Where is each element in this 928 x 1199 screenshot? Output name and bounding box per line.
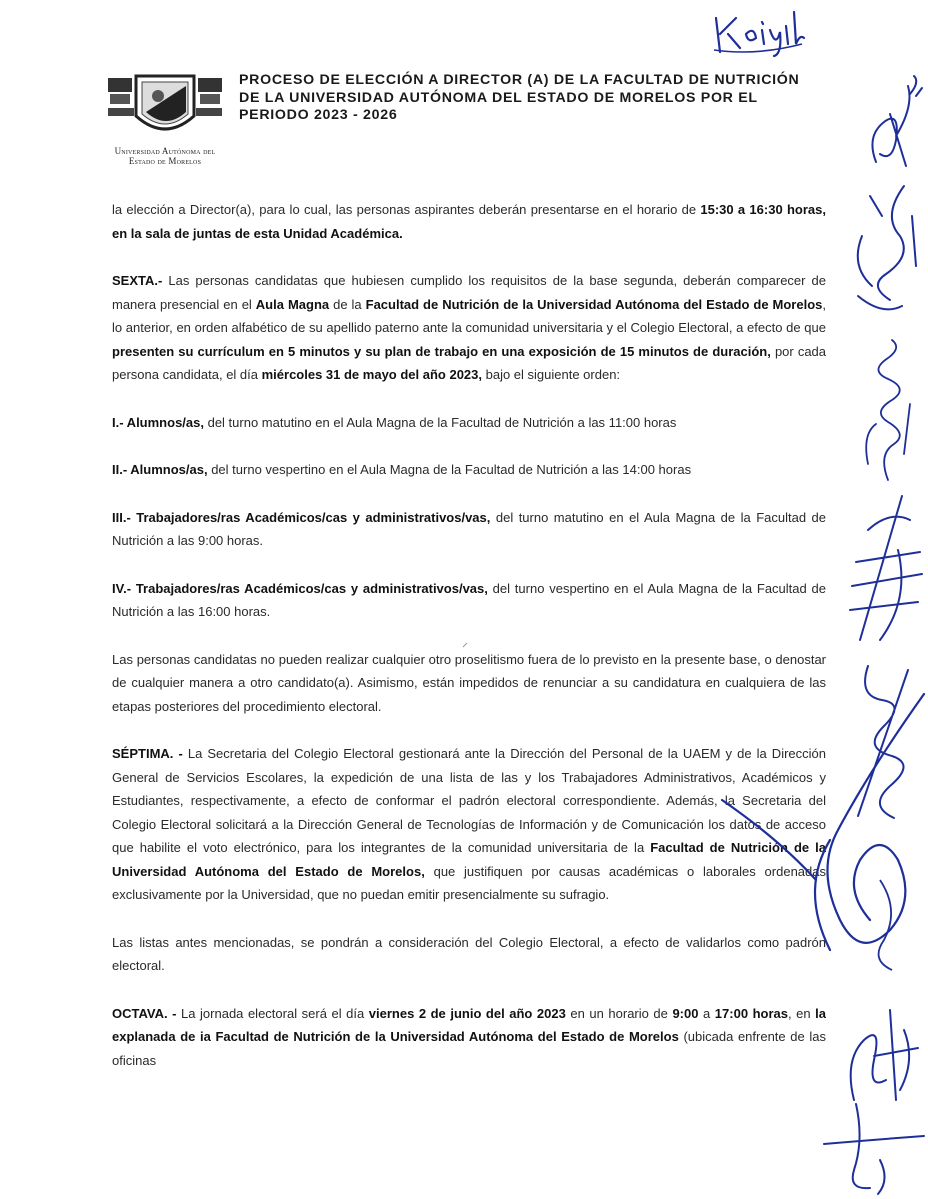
- item-text: del turno vespertino en el Aula Magna de la Facultad de Nutrición a las 16:00 horas.: [112, 580, 826, 619]
- octava-heading: OCTAVA. -: [112, 1005, 177, 1021]
- list-item: [112, 506, 826, 553]
- octava-text-5: (ubicada enfrente de las oficinas: [112, 1029, 826, 1068]
- sexta-text-4: por cada persona candidata, el día: [112, 343, 827, 382]
- intro-bold: 15:30 a 16:30 horas, en la sala de juntas de esta Unidad Académica.: [112, 202, 826, 241]
- document-body: [112, 198, 826, 1072]
- item-label: I.- Alumnos/as,: [112, 414, 204, 430]
- intro-paragraph: [112, 198, 826, 245]
- item-label: IV.- Trabajadores/ras Académicos/cas y administrativos/vas,: [112, 580, 488, 596]
- sexta-text-5: bajo el siguiente orden:: [482, 367, 621, 382]
- sexta-paragraph: [112, 269, 826, 387]
- signature-bottom-2: [820, 1100, 928, 1196]
- list-item: [112, 577, 826, 624]
- octava-bold-4: la explanada de ia Facultad de Nutrición de la Universidad Autónoma del Estado de Morelos: [112, 1005, 827, 1044]
- sexta-heading: SEXTA.-: [112, 273, 163, 288]
- university-name-line1: Universidad Autónoma del: [114, 146, 216, 156]
- stray-mark: [462, 642, 468, 648]
- signature-right-3: [848, 334, 928, 484]
- sexta-text-2: de la: [329, 296, 366, 312]
- document-title: [239, 72, 819, 125]
- signature-top: [706, 4, 806, 60]
- sexta-bold-4: miércoles 31 de mayo del año 2023,: [261, 367, 482, 382]
- title-line-1: PROCESO DE ELECCIÓN A DIRECTOR (A) DE LA FACULTAD DE NUTRICIÓN: [239, 72, 800, 88]
- sexta-bold-1: Aula Magna: [255, 296, 330, 312]
- university-name-line2: Estado de Morelos: [128, 156, 202, 166]
- title-line-3: PERIODO 2023 - 2026: [239, 107, 398, 123]
- intro-text: la elección a Director(a), para lo cual, las personas aspirantes deberán presentarse en el horario de: [112, 202, 701, 217]
- sexta-text-1: Las personas candidatas que hubiesen cumplido los requisitos de la base segunda, deberán comparecer de manera presencial en el: [112, 273, 826, 312]
- item-label: III.- Trabajadores/ras Académicos/cas y administrativos/vas,: [112, 509, 491, 525]
- octava-text-1: La jornada electoral será el día: [176, 1005, 369, 1021]
- sexta-bold-3: presenten su currículum en 5 minutos y su plan de trabajo en una exposición de 15 minutos de duración,: [112, 343, 771, 359]
- item-label: II.- Alumnos/as,: [112, 462, 208, 477]
- item-text: del turno matutino en el Aula Magna de la Facultad de Nutrición a las 11:00 horas: [203, 414, 677, 430]
- listas-paragraph: Las listas antes mencionadas, se pondrán a consideración del Colegio Electoral, a efecto de validarlos como padrón electoral.: [112, 934, 826, 973]
- signature-right-4: [840, 490, 928, 650]
- octava-text-4: , en: [788, 1005, 816, 1021]
- septima-text-2: que justifiquen por causas académicas o laborales ordenadas exclusivamente por la Universidad, que no puedan emitir presencialmente su sufragio.: [112, 863, 826, 902]
- signature-right-2: [842, 176, 926, 326]
- octava-bold-3: 17:00 horas: [714, 1005, 788, 1021]
- university-logo: [100, 72, 230, 166]
- septima-heading: SÉPTIMA. -: [112, 746, 183, 761]
- uaem-seal-icon: [106, 72, 224, 144]
- item-text: del turno matutino en el Aula Magna de la Facultad de Nutrición a las 9:00 horas.: [112, 509, 826, 548]
- title-line-2: DE LA UNIVERSIDAD AUTÓNOMA DEL ESTADO DE MORELOS POR EL: [239, 89, 758, 106]
- octava-text-3: a: [698, 1005, 715, 1021]
- octava-bold-1: viernes 2 de junio del año 2023: [368, 1005, 566, 1021]
- septima-bold-1: Facultad de Nutrición de la Universidad Autónoma del Estado de Morelos,: [112, 840, 826, 879]
- list-item: [112, 411, 826, 435]
- proselitismo-paragraph: Las personas candidatas no pueden realizar cualquier otro proselitismo fuera de lo previsto en la presente base, o denostar de cualquier manera a otro candidato(a). Asimismo, están impedidos de renunciar a su candidatura en cualquiera de las etapas posteriores del procedimiento electoral.: [112, 651, 826, 714]
- septima-paragraph: [112, 742, 826, 907]
- octava-paragraph: [112, 1002, 826, 1073]
- signature-bottom-1: [834, 1000, 928, 1110]
- item-text: del turno vespertino en el Aula Magna de la Facultad de Nutrición a las 14:00 horas: [207, 462, 692, 477]
- octava-text-2: en un horario de: [565, 1005, 673, 1021]
- sexta-text-3: , lo anterior, en orden alfabético de su apellido paterno ante la comunidad universitaria y el Colegio Electoral, a efecto de que: [112, 296, 826, 335]
- signature-right-5: [838, 656, 928, 826]
- sexta-bold-2: Facultad de Nutrición de la Universidad Autónoma del Estado de Morelos: [365, 296, 823, 312]
- signature-right-1: [856, 66, 926, 176]
- septima-text-1: La Secretaria del Colegio Electoral gestionará ante la Dirección del Personal de la UAEM y de la Dirección General de Servicios Escolares, la expedición de una lista de las y los Trabajadores Administrativos, Académicos y Estudiantes, respectivamente, a efecto de conformar el padrón electoral correspondiente. Además, la Secretaria del Colegio Electoral solicitará a la Dirección General de Tecnologías de Información y de Comunicación los datos de acceso que habilite el voto electrónico, para los integrantes de la comunidad universitaria de la: [112, 746, 826, 855]
- octava-bold-2: 9:00: [672, 1005, 699, 1021]
- list-item: [112, 458, 826, 482]
